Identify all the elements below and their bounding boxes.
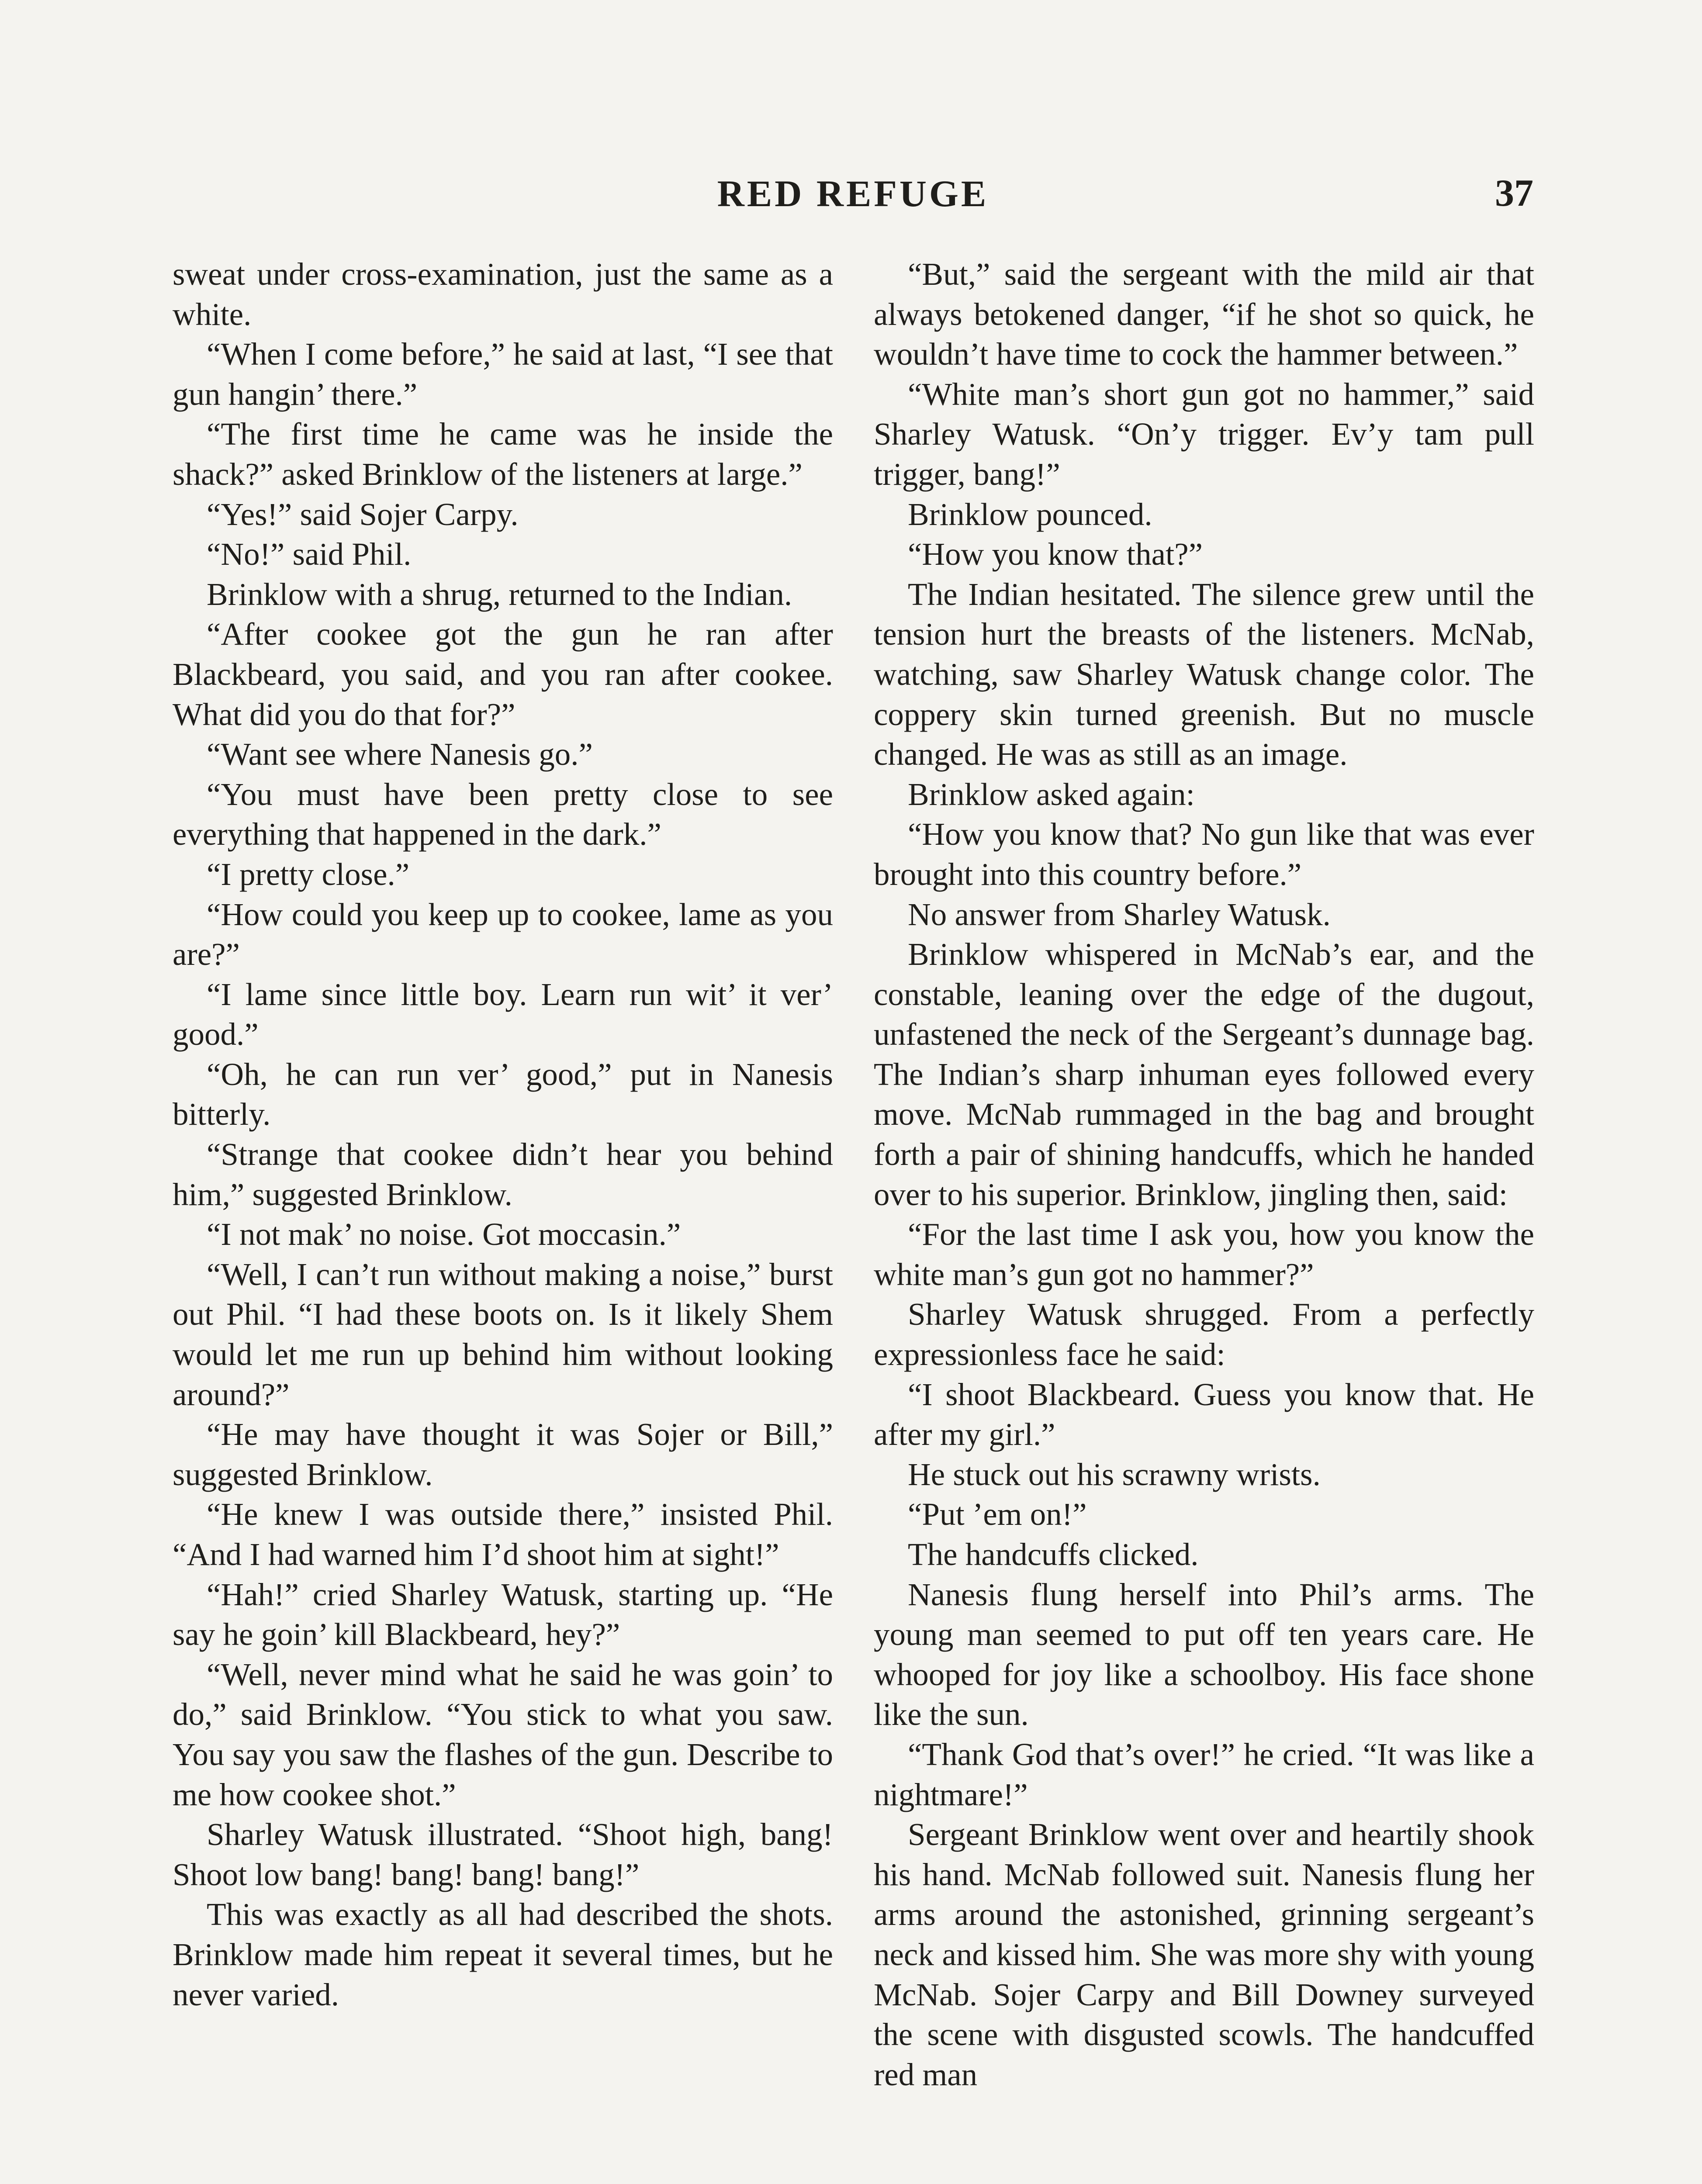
paragraph: “When I come before,” he said at last, “I see that gun hangin’ there.” (173, 336, 833, 412)
paragraph: Brinklow with a shrug, returned to the Indian. (207, 576, 792, 612)
paragraph: Sergeant Brinklow went over and heartily shook his hand. McNab followed suit. Nanesis flung her arms around the astonished, grinning sergeant’s neck and kissed him. She was more shy with young McNab. Sojer Carpy and Bill Downey surveyed the scene with disgusted scowls. The handcuffed red man (874, 1817, 1534, 2092)
paragraph: Brinklow pounced. (908, 496, 1152, 532)
paragraph: He stuck out his scrawny wrists. (908, 1456, 1321, 1492)
paragraph: The handcuffs clicked. (908, 1537, 1199, 1572)
paragraph: “No!” said Phil. (207, 536, 412, 572)
paragraph: This was exactly as all had described the shots. Brinklow made him repeat it several times, but he never varied. (173, 1897, 833, 2012)
paragraph: No answer from Sharley Watusk. (908, 896, 1331, 932)
paragraph: Sharley Watusk illustrated. “Shoot high, bang! Shoot low bang! bang! bang! bang!” (173, 1817, 833, 1892)
paragraph: “I lame since little boy. Learn run wit’ it ver’ good.” (173, 976, 833, 1052)
paragraph: “Yes!” said Sojer Carpy. (207, 496, 519, 532)
paragraph: “He may have thought it was Sojer or Bill,” suggested Brinklow. (173, 1417, 833, 1492)
paragraph: “Well, I can’t run without making a noise,” burst out Phil. “I had these boots on. Is it likely Shem would let me run up behind him without looking around?” (173, 1256, 833, 1412)
paragraph: “Want see where Nanesis go.” (207, 736, 593, 772)
paragraph: sweat under cross-examination, just the same as a white. (173, 256, 833, 332)
text-column-left (173, 254, 833, 2015)
paragraph: “How you know that?” (908, 536, 1203, 572)
paragraph: “Well, never mind what he said he was goin’ to do,” said Brinklow. “You stick to what you saw. You say you saw the flashes of the gun. Describe to me how cookee shot.” (173, 1656, 833, 1812)
text-column-right (874, 254, 1534, 2094)
paragraph: “Oh, he can run ver’ good,” put in Nanesis bitterly. (173, 1056, 833, 1132)
paragraph: “How could you keep up to cookee, lame as you are?” (173, 896, 833, 972)
page-number: 37 (1495, 172, 1533, 214)
paragraph: “After cookee got the gun he ran after Blackbeard, you said, and you ran after cookee. What did you do that for?” (173, 616, 833, 732)
paragraph: “But,” said the sergeant with the mild air that always betokened danger, “if he shot so quick, he wouldn’t have time to cock the hammer between.” (874, 256, 1534, 372)
paragraph: “White man’s short gun got no hammer,” said Sharley Watusk. “On’y trigger. Ev’y tam pull trigger, bang!” (874, 376, 1534, 492)
paragraph: “The first time he came was he inside the shack?” asked Brinklow of the listeners at large.” (173, 416, 833, 492)
page-header (173, 165, 1533, 222)
paragraph: Sharley Watusk shrugged. From a perfectly expressionless face he said: (874, 1296, 1534, 1372)
paragraph: Brinklow asked again: (908, 776, 1195, 812)
paragraph: “You must have been pretty close to see everything that happened in the dark.” (173, 776, 833, 852)
paragraph: Nanesis flung herself into Phil’s arms. The young man seemed to put off ten years care. He whooped for joy like a schoolboy. His face shone like the sun. (874, 1576, 1534, 1732)
paragraph: “Put ’em on!” (908, 1496, 1087, 1532)
paragraph: “Thank God that’s over!” he cried. “It was like a nightmare!” (874, 1736, 1534, 1812)
paragraph: The Indian hesitated. The silence grew until the tension hurt the breasts of the listeners. McNab, watching, saw Sharley Watusk change color. The coppery skin turned greenish. But no muscle changed. He was as still as an image. (874, 576, 1534, 772)
paragraph: “He knew I was outside there,” insisted Phil. “And I had warned him I’d shoot him at sight!” (173, 1496, 833, 1572)
paragraph: “I pretty close.” (207, 856, 410, 892)
paragraph: “For the last time I ask you, how you know the white man’s gun got no hammer?” (874, 1216, 1534, 1292)
paragraph: “How you know that? No gun like that was ever brought into this country before.” (874, 816, 1534, 892)
paragraph: “I not mak’ no noise. Got moccasin.” (207, 1216, 681, 1252)
paragraph: “Strange that cookee didn’t hear you behind him,” suggested Brinklow. (173, 1137, 833, 1212)
paragraph: “Hah!” cried Sharley Watusk, starting up. “He say he goin’ kill Blackbeard, hey?” (173, 1576, 833, 1652)
running-head: RED REFUGE (717, 173, 989, 214)
paragraph: Brinklow whispered in McNab’s ear, and the constable, leaning over the edge of the dugout, unfastened the neck of the Sergeant’s dunnage bag. The Indian’s sharp inhuman eyes followed every move. McNab rummaged in the bag and brought forth a pair of shining handcuffs, which he handed over to his superior. Brinklow, jingling then, said: (874, 936, 1534, 1212)
paragraph: “I shoot Blackbeard. Guess you know that. He after my girl.” (874, 1376, 1534, 1452)
